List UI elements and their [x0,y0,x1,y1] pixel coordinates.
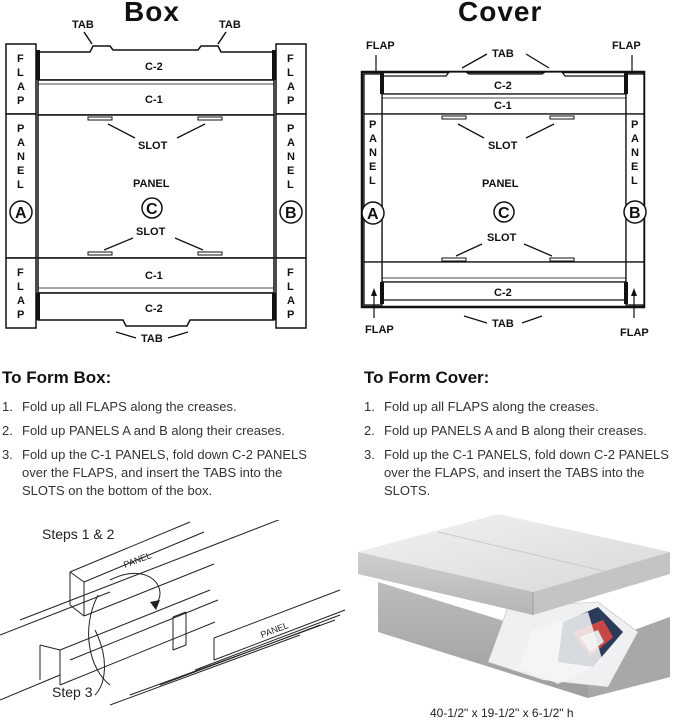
cover-flap-bottom-left: FLAP [365,324,394,336]
svg-text:A: A [287,137,295,149]
cover-title: Cover [458,0,543,27]
svg-text:E: E [17,165,25,177]
steps-1-2-label: Steps 1 & 2 [42,526,115,542]
cover-circle-a: A [367,206,379,223]
box-instructions [2,368,322,506]
svg-text:A: A [631,133,639,145]
box-tab-bottom: TAB [141,333,163,345]
cover-slot-bottom: SLOT [487,232,517,244]
box-circle-c: C [146,201,158,218]
svg-text:P: P [287,123,295,135]
cover-c2-top: C-2 [494,80,512,92]
svg-text:P: P [287,309,295,321]
svg-text:A: A [17,295,25,307]
svg-text:N: N [631,147,639,159]
box-diagram [0,0,320,345]
cover-step-2: 2. Fold up PANELS A and B along their creases. [364,423,647,438]
svg-text:P: P [17,95,25,107]
cover-panel-c: PANEL [482,178,519,190]
cover-flap-bottom-right: FLAP [620,327,649,339]
box-step-2: 2. Fold up PANELS A and B along their creases. [2,423,285,438]
box-panel-c: PANEL [133,178,170,190]
box-c1-top: C-1 [145,94,163,106]
dimensions-caption: 40-1/2" x 19-1/2" x 6-1/2" h [430,706,574,720]
box-c2-top: C-2 [145,61,163,73]
cover-instructions-heading: To Form Cover: [364,368,490,387]
svg-text:A: A [287,295,295,307]
cover-diagram [354,0,674,345]
fold-panel-lower: PANEL [259,620,290,640]
box-slot-top: SLOT [138,140,168,152]
box-instructions-heading: To Form Box: [2,368,112,387]
box-circle-b: B [285,205,297,222]
box-circle-a: A [15,205,27,222]
cover-c1-top: C-1 [494,100,512,112]
cover-c2-bottom: C-2 [494,287,512,299]
svg-text:L: L [287,281,294,293]
box-c2-bottom: C-2 [145,303,163,315]
svg-text:P: P [369,119,377,131]
cover-flap-top-left: FLAP [366,40,395,52]
svg-text:L: L [17,67,24,79]
cover-slot-top: SLOT [488,140,518,152]
svg-text:L: L [287,67,294,79]
svg-text:F: F [287,267,294,279]
fold-panel-upper: PANEL [122,550,153,570]
box-c1-bottom: C-1 [145,270,163,282]
svg-text:N: N [287,151,295,163]
svg-text:A: A [17,137,25,149]
svg-text:L: L [631,175,638,187]
svg-text:F: F [17,267,24,279]
svg-text:L: L [287,179,294,191]
cover-flap-top-right: FLAP [612,40,641,52]
svg-text:L: L [17,179,24,191]
cover-step-1: 1. Fold up all FLAPS along the creases. [364,399,599,414]
svg-text:E: E [369,161,377,173]
cover-tab-bottom: TAB [492,318,514,330]
svg-text:E: E [287,165,295,177]
svg-text:A: A [17,81,25,93]
cover-tab-top: TAB [492,48,514,60]
cover-step-3: 3. Fold up the C-1 PANELS, fold down C-2 PANELS over the FLAPS, and insert the TABS into the SLOTS. [364,447,669,498]
svg-text:A: A [369,133,377,145]
svg-text:P: P [17,123,25,135]
box-product-photo [358,512,670,698]
svg-text:A: A [287,81,295,93]
svg-text:N: N [369,147,377,159]
cover-instructions [364,368,676,506]
box-title: Box [124,0,180,27]
fold-diagram [0,520,350,720]
box-step-1: 1. Fold up all FLAPS along the creases. [2,399,237,414]
svg-text:F: F [287,53,294,65]
svg-text:P: P [631,119,639,131]
step-3-label: Step 3 [52,684,93,700]
cover-circle-b: B [629,205,641,222]
box-slot-bottom: SLOT [136,226,166,238]
box-tab-top-right: TAB [219,19,241,31]
svg-text:L: L [17,281,24,293]
svg-text:P: P [17,309,25,321]
box-step-3: 3. Fold up the C-1 PANELS, fold down C-2 PANELS over the FLAPS, and insert the TABS into the SLOTS on the bottom of the box. [2,447,307,498]
cover-circle-c: C [498,205,510,222]
svg-text:N: N [17,151,25,163]
svg-text:F: F [17,53,24,65]
svg-text:P: P [287,95,295,107]
box-tab-top-left: TAB [72,19,94,31]
svg-text:E: E [631,161,639,173]
svg-text:L: L [369,175,376,187]
